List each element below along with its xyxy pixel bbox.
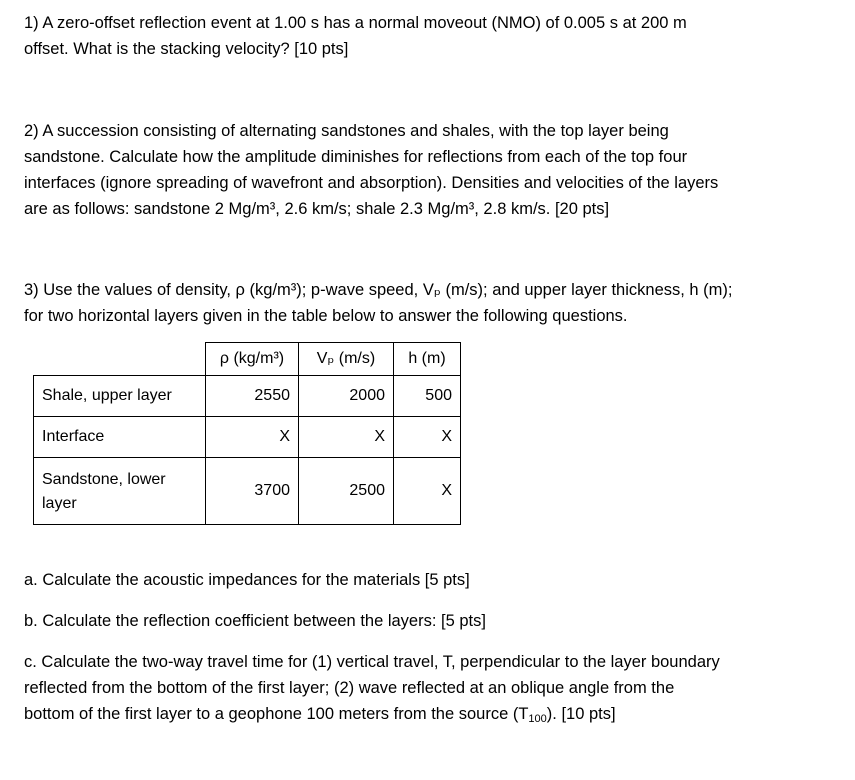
table-header-row — [34, 343, 461, 376]
table-row — [34, 458, 461, 525]
layer-properties-table — [33, 342, 461, 525]
row-label-sandstone-line-2: layer — [42, 495, 77, 512]
question-1 — [24, 10, 687, 62]
cell-interface-velocity: X — [299, 417, 394, 458]
cell-sandstone-velocity: 2500 — [299, 458, 394, 525]
question-3-part-b: b. Calculate the reflection coefficient between the layers: [5 pts] — [24, 612, 486, 630]
table-header-density: ρ (kg/m³) — [206, 343, 299, 376]
row-label-sandstone — [34, 458, 206, 525]
table-row — [34, 417, 461, 458]
question-1-line-2: offset. What is the stacking velocity? [10 pts] — [24, 40, 349, 58]
cell-shale-thickness: 500 — [394, 376, 461, 417]
row-label-interface: Interface — [34, 417, 206, 458]
cell-sandstone-thickness: X — [394, 458, 461, 525]
question-2-line-1: 2) A succession consisting of alternating sandstones and shales, with the top layer being — [24, 122, 669, 140]
question-2-line-2: sandstone. Calculate how the amplitude diminishes for reflections from each of the top four — [24, 148, 688, 166]
cell-interface-thickness: X — [394, 417, 461, 458]
t100-subscript: 100 — [528, 713, 547, 725]
question-3-part-c-line-2: reflected from the bottom of the first layer; (2) wave reflected at an oblique angle from the — [24, 679, 675, 697]
cell-shale-velocity: 2000 — [299, 376, 394, 417]
question-3-part-c-line-3 — [24, 701, 720, 727]
cell-sandstone-density: 3700 — [206, 458, 299, 525]
cell-interface-density: X — [206, 417, 299, 458]
table-header-thickness: h (m) — [394, 343, 461, 376]
row-label-shale: Shale, upper layer — [34, 376, 206, 417]
question-3-line-2: for two horizontal layers given in the table below to answer the following questions. — [24, 307, 628, 325]
table-header-velocity: Vₚ (m/s) — [299, 343, 394, 376]
question-2-line-4: are as follows: sandstone 2 Mg/m³, 2.6 km/s; shale 2.3 Mg/m³, 2.8 km/s. [20 pts] — [24, 200, 610, 218]
question-2-line-3: interfaces (ignore spreading of wavefront and absorption). Densities and velocities of the layers — [24, 174, 719, 192]
question-3-part-c-line-1: c. Calculate the two-way travel time for (1) vertical travel, T, perpendicular to the layer boundary — [24, 653, 720, 671]
question-3-part-c-line-3-pre: bottom of the first layer to a geophone 100 meters from the source (T — [24, 705, 529, 723]
question-3-part-a: a. Calculate the acoustic impedances for the materials [5 pts] — [24, 571, 470, 589]
question-3-line-1: 3) Use the values of density, ρ (kg/m³); p-wave speed, Vₚ (m/s); and upper layer thickness, h (m); — [24, 281, 733, 299]
table-row — [34, 376, 461, 417]
cell-shale-density: 2550 — [206, 376, 299, 417]
question-3 — [24, 277, 733, 329]
question-1-line-1: 1) A zero-offset reflection event at 1.00 s has a normal moveout (NMO) of 0.005 s at 200 m — [24, 14, 687, 32]
question-3-part-c-line-3-post: ). [10 pts] — [546, 705, 616, 723]
question-3-part-c — [24, 649, 720, 727]
row-label-sandstone-line-1: Sandstone, lower — [42, 471, 166, 488]
table-header-blank — [34, 343, 206, 376]
question-2 — [24, 118, 718, 222]
